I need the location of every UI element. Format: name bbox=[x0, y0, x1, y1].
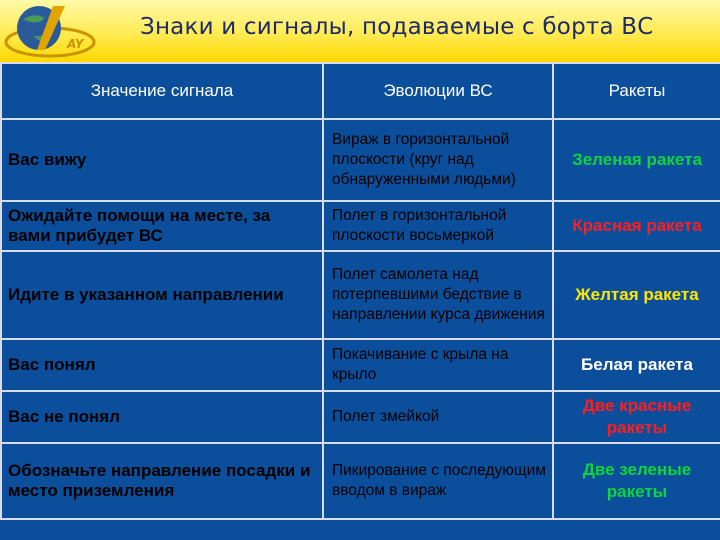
column-header-rockets: Ракеты bbox=[553, 63, 720, 119]
table-row bbox=[1, 119, 720, 201]
rocket-cell: Желтая ракета bbox=[553, 251, 720, 339]
table-header-row bbox=[1, 63, 720, 119]
aircraft-evolution-cell: Покачивание с крыла на крыло bbox=[323, 339, 553, 391]
table-row bbox=[1, 251, 720, 339]
rocket-cell: Белая ракета bbox=[553, 339, 720, 391]
rocket-cell: Две красные ракеты bbox=[553, 391, 720, 443]
column-header-meaning: Значение сигнала bbox=[1, 63, 323, 119]
rocket-cell: Зеленая ракета bbox=[553, 119, 720, 201]
table-row bbox=[1, 443, 720, 519]
rocket-cell: Красная ракета bbox=[553, 201, 720, 251]
page-title: Знаки и сигналы, подаваемые с борта ВС bbox=[140, 14, 654, 40]
title-bar bbox=[0, 0, 720, 62]
aircraft-evolution-cell: Вираж в горизонтальной плоскости (круг над обнаруженными людьми) bbox=[323, 119, 553, 201]
table-row bbox=[1, 339, 720, 391]
aircraft-evolution-cell: Полет в горизонтальной плоскости восьмеркой bbox=[323, 201, 553, 251]
aircraft-evolution-cell: Полет самолета над потерпевшими бедствие в направлении курса движения bbox=[323, 251, 553, 339]
airline-logo-icon bbox=[3, 2, 97, 60]
signal-meaning-cell: Вас не понял bbox=[1, 391, 323, 443]
aircraft-evolution-cell: Полет змейкой bbox=[323, 391, 553, 443]
rocket-cell: Две зеленые ракеты bbox=[553, 443, 720, 519]
logo-text: AY bbox=[67, 37, 84, 51]
signals-table bbox=[0, 62, 720, 520]
aircraft-evolution-cell: Пикирование с последующим вводом в вираж bbox=[323, 443, 553, 519]
signal-meaning-cell: Ожидайте помощи на месте, за вами прибудет ВС bbox=[1, 201, 323, 251]
table-row bbox=[1, 391, 720, 443]
signal-meaning-cell: Идите в указанном направлении bbox=[1, 251, 323, 339]
column-header-evolution: Эволюции ВС bbox=[323, 63, 553, 119]
signal-meaning-cell: Вас понял bbox=[1, 339, 323, 391]
table-row bbox=[1, 201, 720, 251]
signal-meaning-cell: Вас вижу bbox=[1, 119, 323, 201]
signal-meaning-cell: Обозначьте направление посадки и место приземления bbox=[1, 443, 323, 519]
